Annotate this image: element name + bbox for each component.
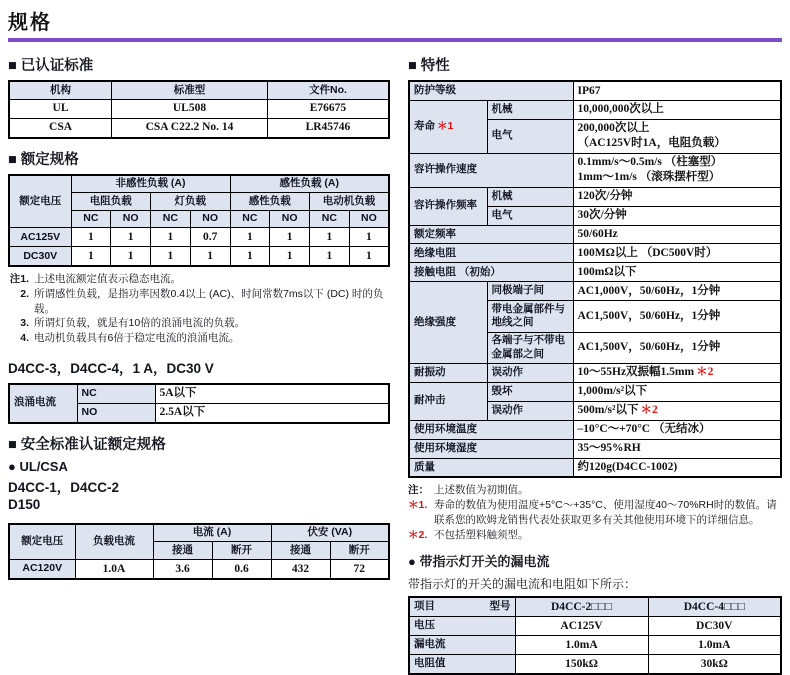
header-cell: D4CC-4□□□ (648, 597, 781, 616)
data-cell: 1.0A (75, 560, 153, 579)
row-label-cell: 防护等级 (409, 81, 573, 100)
data-cell: 1.0mA (515, 636, 648, 655)
data-cell: 432 (271, 560, 330, 579)
note-text: 不包括塑料触须型。 (434, 528, 529, 541)
certified-standards-heading: ■ 已认证标准 (8, 58, 94, 74)
header-cell: 负载电流 (75, 524, 153, 560)
table-row (409, 458, 781, 477)
header-cell: 断开 (212, 542, 271, 560)
sub-label-cell: 误动作 (487, 363, 573, 382)
value-text: 500m/s²以下 (577, 404, 639, 417)
row-label-cell: 使用环境湿度 (409, 439, 573, 458)
note-text: 所谓灯负载，就是有10倍的浪涌电流的负载。 (34, 317, 246, 330)
data-cell (573, 119, 781, 153)
data-cell: 约120g(D4CC-1002) (573, 458, 781, 477)
table-row (409, 363, 781, 382)
data-cell: AC1,500V，50/60Hz，1分钟 (573, 332, 781, 363)
row-label-cell (409, 100, 487, 153)
note-text: 所谓感性负载，是指功率因数0.4以上 (AC)、时间常数7ms以下 (DC) 时的负载。 (34, 288, 384, 315)
data-cell: 1 (111, 228, 151, 247)
data-cell: 2.5A以下 (155, 403, 389, 422)
header-cell: NO (111, 210, 151, 228)
note-line (408, 498, 782, 527)
header-cell: NO (349, 210, 389, 228)
header-cell: NC (77, 384, 155, 403)
rated-notes (8, 272, 390, 345)
table-row (409, 382, 781, 401)
title-accent-rule (8, 38, 782, 42)
data-cell: 1 (190, 247, 230, 266)
table-row (409, 282, 781, 301)
note-text: 上述数值为初期值。 (434, 484, 529, 497)
right-column (408, 50, 782, 675)
safety-standards-heading: ■ 安全标准认证额定规格 (8, 436, 166, 453)
table-row (409, 81, 781, 100)
header-cell: 电阻负载 (71, 193, 151, 211)
note-line (408, 483, 782, 498)
row-label-cell: 额定频率 (409, 225, 573, 244)
note-text: 寿命的数值为使用温度+5°C～+35°C、使用湿度40～70%RH时的数值。请联系您的欧姆龙销售代表处获取更多有关其他使用环境下的详细信息。 (434, 499, 777, 526)
table-header-row (9, 524, 389, 542)
row-label-cell: 容许操作频率 (409, 187, 487, 225)
row-label-cell: 接触电阻 （初始） (409, 263, 573, 282)
model-line: D4CC-1，D4CC-2 (8, 479, 120, 495)
footnote-marker: ＊2 (640, 404, 658, 417)
data-cell: 1 (349, 228, 389, 247)
note-line (8, 316, 390, 331)
header-cell: 额定电压 (9, 175, 71, 228)
header-cell: 电动机负载 (310, 193, 390, 211)
left-column (8, 50, 390, 675)
header-cell: 机构 (9, 81, 112, 99)
sub-label-cell: 各端子与不带电金属部之间 (487, 332, 573, 363)
data-cell: 1 (349, 247, 389, 266)
two-column-layout (8, 50, 782, 675)
label-text: 寿命 (414, 120, 435, 133)
data-cell: 1 (111, 247, 151, 266)
data-cell: 0.6 (212, 560, 271, 579)
characteristics-table (408, 80, 782, 478)
page-title: 规格 (8, 12, 52, 34)
header-cell: 非感性负载 (A) (71, 175, 230, 193)
data-cell: 1 (270, 247, 310, 266)
data-cell: 3.6 (153, 560, 212, 579)
header-cell: 灯负载 (151, 193, 231, 211)
data-cell: 30次/分钟 (573, 206, 781, 225)
header-cell: NO (270, 210, 310, 228)
table-row (9, 247, 389, 266)
row-label-cell: 耐冲击 (409, 382, 487, 420)
data-cell: 1,000m/s²以下 (573, 382, 781, 401)
row-label-cell: 容许操作速度 (409, 153, 573, 187)
ul-csa-rating-table (8, 523, 390, 580)
header-cell: 接通 (153, 542, 212, 560)
characteristics-heading: ■ 特性 (408, 58, 450, 74)
data-cell: 1 (310, 247, 350, 266)
row-label-cell: 绝缘电阻 (409, 244, 573, 263)
value-line: 200,000次以上 (577, 122, 650, 135)
row-label-cell: 电压 (409, 617, 515, 636)
row-label-cell: AC120V (9, 560, 75, 579)
data-cell (573, 363, 781, 382)
header-cell: 额定电压 (9, 524, 75, 560)
data-cell: CSA C22.2 No. 14 (112, 118, 268, 137)
data-cell: UL508 (112, 99, 268, 118)
sub-label-cell: 机械 (487, 187, 573, 206)
surge-current-table (8, 383, 390, 424)
data-cell: 1.0mA (648, 636, 781, 655)
data-cell: AC125V (515, 617, 648, 636)
note-line (408, 528, 782, 543)
data-cell: 1 (230, 228, 270, 247)
table-row (409, 263, 781, 282)
table-row (409, 617, 781, 636)
data-cell: 1 (310, 228, 350, 247)
data-cell: E76675 (267, 99, 389, 118)
note-marker: 注： (408, 484, 429, 497)
header-cell: 电流 (A) (153, 524, 271, 542)
table-header-row (9, 81, 389, 99)
note-text: 上述电流额定值表示稳态电流。 (34, 273, 181, 286)
corner-model-label: 型号 (489, 600, 511, 613)
note-text: 电动机负载具有6倍于稳定电流的浪涌电流。 (34, 332, 240, 345)
data-cell: –10°C～+70°C （无结冰） (573, 420, 781, 439)
data-cell: IP67 (573, 81, 781, 100)
corner-cell (409, 597, 515, 616)
row-label-cell: 耐振动 (409, 363, 487, 382)
data-cell: 50/60Hz (573, 225, 781, 244)
header-cell: 标准型 (112, 81, 268, 99)
row-label-cell: 电阻值 (409, 655, 515, 674)
sub-label-cell: 带电金属部件与地线之间 (487, 301, 573, 332)
note-marker: 3. (20, 317, 29, 330)
data-cell (573, 153, 781, 187)
rated-specs-table (8, 174, 390, 268)
row-label-cell: 漏电流 (409, 636, 515, 655)
sub-label-cell: 同极端子间 (487, 282, 573, 301)
table-row (9, 118, 389, 137)
data-cell: 1 (151, 247, 191, 266)
note-marker: ＊2. (408, 528, 428, 541)
table-row (9, 560, 389, 579)
leakage-current-table (408, 596, 782, 675)
note-marker: 注1. (9, 273, 29, 286)
sub-label-cell: 误动作 (487, 401, 573, 420)
leakage-intro: 带指示灯的开关的漏电流和电阻如下所示： (408, 577, 637, 592)
value-text: 10～55Hz双振幅1.5mm (577, 366, 695, 379)
sub-label-cell: 电气 (487, 206, 573, 225)
header-cell: NC (310, 210, 350, 228)
sub-label-cell: 机械 (487, 100, 573, 119)
data-cell: 100MΩ以上 （DC500V时） (573, 244, 781, 263)
data-cell: AC1,500V，50/60Hz，1分钟 (573, 301, 781, 332)
note-marker: ＊1. (408, 499, 428, 512)
data-cell (573, 401, 781, 420)
sub-label-cell: 毁坏 (487, 382, 573, 401)
table-row (9, 99, 389, 118)
certified-standards-table (8, 80, 390, 139)
row-label-cell: AC125V (9, 228, 71, 247)
note-line (8, 287, 390, 316)
characteristics-notes (408, 483, 782, 542)
table-row (409, 636, 781, 655)
data-cell: 5A以下 (155, 384, 389, 403)
note-marker: 2. (20, 288, 29, 300)
table-row (9, 384, 389, 403)
data-cell: 30kΩ (648, 655, 781, 674)
leakage-heading: ● 带指示灯开关的漏电流 (408, 554, 550, 570)
header-cell: 文件No. (267, 81, 389, 99)
header-cell: NC (230, 210, 270, 228)
data-cell: 1 (71, 247, 111, 266)
table-row (409, 439, 781, 458)
data-cell: 1 (230, 247, 270, 266)
row-label-cell: 浪涌电流 (9, 384, 77, 423)
data-cell: UL (9, 99, 112, 118)
data-cell: 150kΩ (515, 655, 648, 674)
header-cell: 接通 (271, 542, 330, 560)
note-line (8, 331, 390, 346)
value-line: 0.1mm/s～0.5m/s （柱塞型） (577, 156, 723, 169)
data-cell: 120次/分钟 (573, 187, 781, 206)
rated-specs-heading: ■ 额定规格 (8, 151, 79, 168)
header-cell: 断开 (330, 542, 389, 560)
table-row (409, 420, 781, 439)
data-cell: 1 (151, 228, 191, 247)
footnote-marker: ＊1 (437, 120, 454, 133)
data-cell: 10,000,000次以上 (573, 100, 781, 119)
row-label-cell: DC30V (9, 247, 71, 266)
header-cell: D4CC-2□□□ (515, 597, 648, 616)
table-header-row (409, 597, 781, 616)
header-cell: 伏安 (VA) (271, 524, 389, 542)
value-line: （AC125V时1A，电阻负载） (577, 137, 726, 150)
model-line: D150 (8, 497, 41, 513)
sub-label-cell: 电气 (487, 119, 573, 153)
table-row (409, 655, 781, 674)
note-line (8, 272, 390, 287)
table-row (409, 153, 781, 187)
surge-model-heading: D4CC-3，D4CC-4，1 A，DC30 V (8, 360, 214, 376)
table-header-row (9, 175, 389, 193)
data-cell: 72 (330, 560, 389, 579)
header-cell: NC (71, 210, 111, 228)
table-row (409, 187, 781, 206)
data-cell: 35～95%RH (573, 439, 781, 458)
data-cell: AC1,000V，50/60Hz，1分钟 (573, 282, 781, 301)
row-label-cell: 使用环境温度 (409, 420, 573, 439)
value-line: 1mm～1m/s （滚珠摆杆型） (577, 171, 721, 184)
table-row (9, 228, 389, 247)
footnote-marker: ＊2 (696, 366, 714, 379)
table-row (409, 244, 781, 263)
header-cell: 感性负载 (230, 193, 310, 211)
header-cell: NO (190, 210, 230, 228)
table-row (409, 225, 781, 244)
data-cell: CSA (9, 118, 112, 137)
header-cell: NO (77, 403, 155, 422)
data-cell: 0.7 (190, 228, 230, 247)
data-cell: 1 (270, 228, 310, 247)
data-cell: LR45746 (267, 118, 389, 137)
table-row (409, 100, 781, 119)
corner-item-label: 项目 (414, 600, 435, 613)
data-cell: DC30V (648, 617, 781, 636)
row-label-cell: 绝缘强度 (409, 282, 487, 364)
ul-csa-subheading: ● UL/CSA (8, 458, 68, 474)
header-cell: NC (151, 210, 191, 228)
note-marker: 4. (20, 332, 29, 345)
header-cell: 感性负载 (A) (230, 175, 389, 193)
safety-models (8, 479, 390, 514)
data-cell: 1 (71, 228, 111, 247)
row-label-cell: 质量 (409, 458, 573, 477)
corner-split (414, 600, 511, 614)
data-cell: 100mΩ以下 (573, 263, 781, 282)
